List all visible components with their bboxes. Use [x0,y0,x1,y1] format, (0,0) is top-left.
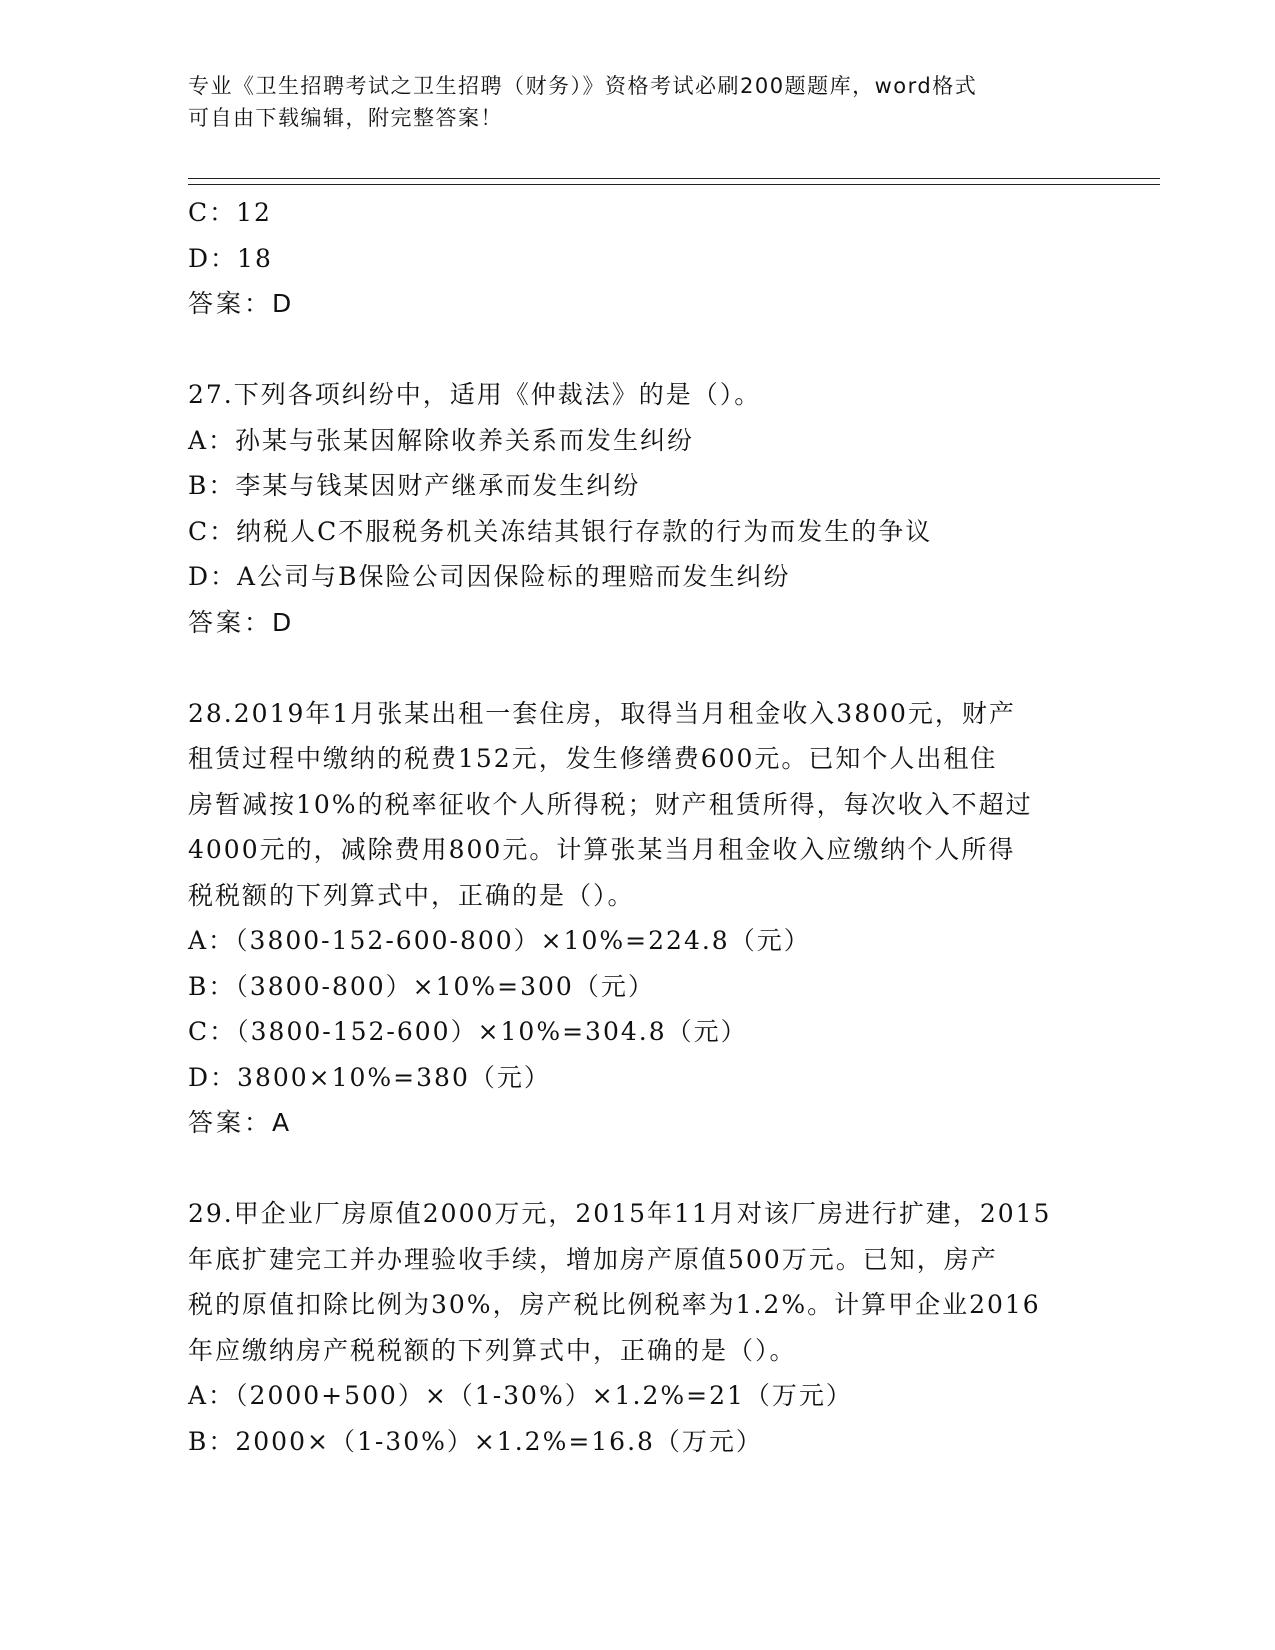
spacer [188,645,1088,691]
q28-option-c: C：（3800-152-600）×10%=304.8（元） [188,1017,748,1046]
page-header [188,70,1068,134]
q27-answer: 答案：D [188,607,295,637]
q28-option-a: A：（3800-152-600-800）×10%=224.8（元） [188,926,811,955]
q28-stem-line: 28.2019年1月张某出租一套住房，取得当月租金收入3800元，财产 [188,698,1016,728]
q29-stem-line: 29.甲企业厂房原值2000万元，2015年11月对该厂房进行扩建，2015 [188,1199,1052,1228]
q29-stem-line: 年底扩建完工并办理验收手续，增加房产原值500万元。已知，房产 [188,1244,998,1274]
q27-option-d: D：A公司与B保险公司因保险标的理赔而发生纠纷 [188,562,791,591]
q28-stem-line: 租赁过程中缴纳的税费152元，发生修缮费600元。已知个人出租住 [188,744,998,773]
q29-stem-line: 税的原值扣除比例为30%，房产税比例税率为1.2%。计算甲企业2016 [188,1290,1041,1319]
q27-option-b: B：李某与钱某因财产继承而发生纠纷 [188,471,641,500]
prev-option-c: C：12 [188,198,272,227]
q28-option-d: D：3800×10%=380（元） [188,1062,551,1092]
q27-stem: 27.下列各项纠纷中，适用《仲裁法》的是（）。 [188,380,762,409]
prev-option-d: D：18 [188,243,273,273]
q28-stem-line: 税税额的下列算式中，正确的是（）。 [188,880,635,910]
header-title-line-1: 专业《卫生招聘考试之卫生招聘（财务）》资格考试必刷200题题库，word格式 [188,74,978,98]
q29-option-a: A：（2000+500）×（1-30%）×1.2%=21（万元） [188,1381,853,1410]
q28-option-b: B：（3800-800）×10%=300（元） [188,971,655,1001]
q28-stem-line: 4000元的，减除费用800元。计算张某当月租金收入应缴纳个人所得 [188,835,1016,864]
prev-answer: 答案：D [188,289,295,318]
header-title-line-2: 可自由下载编辑，附完整答案！ [188,106,503,130]
q29-option-b: B：2000×（1-30%）×1.2%=16.8（万元） [188,1426,763,1456]
header-divider-top [188,178,1160,179]
q28-answer: 答案：A [188,1108,293,1137]
q27-option-a: A：孙某与张某因解除收养关系而发生纠纷 [188,425,695,455]
document-body [188,190,1088,1464]
q27-option-c: C：纳税人C不服税务机关冻结其银行存款的行为而发生的争议 [188,516,933,546]
q29-stem-line: 年应缴纳房产税税额的下列算式中，正确的是（）。 [188,1335,797,1365]
spacer [188,1146,1088,1192]
header-divider-bottom [188,184,1160,185]
spacer [188,327,1088,373]
q28-stem-line: 房暂减按10%的税率征收个人所得税；财产租赁所得，每次收入不超过 [188,789,1033,819]
